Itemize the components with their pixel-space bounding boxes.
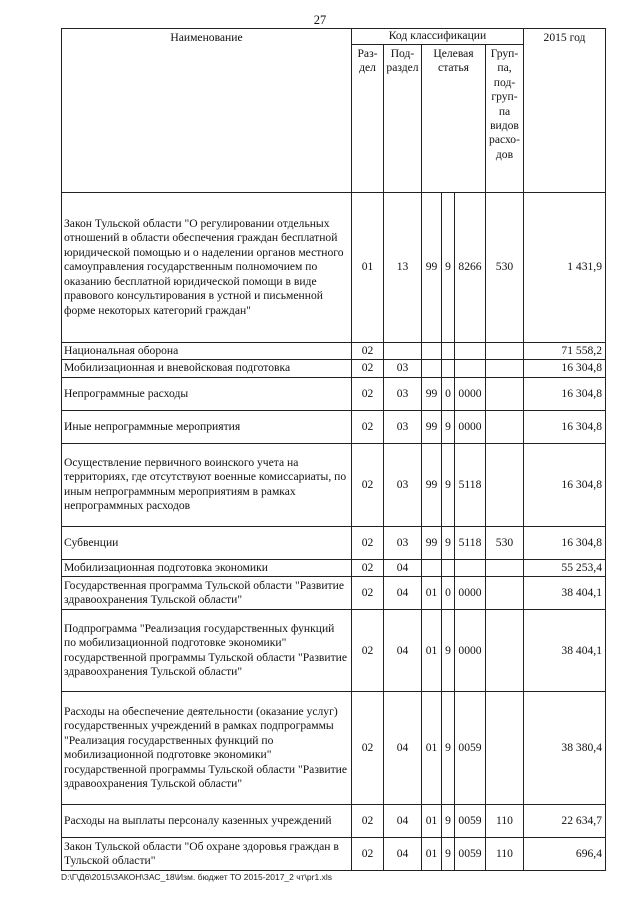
- row-amount: 22 634,7: [524, 805, 606, 838]
- row-amount: 38 404,1: [524, 610, 606, 692]
- row-target-direction: 0000: [455, 410, 486, 443]
- table-row: [62, 559, 606, 576]
- row-name: Субвенции: [62, 526, 352, 559]
- table-row: [62, 805, 606, 838]
- row-expense-group: [486, 559, 524, 576]
- row-subsection: 03: [384, 526, 422, 559]
- row-target-subprogram: 9: [442, 193, 455, 343]
- row-name: Расходы на выплаты персоналу казенных учреждений: [62, 805, 352, 838]
- row-amount: 38 380,4: [524, 692, 606, 805]
- header-year: 2015 год: [524, 29, 606, 193]
- table-row: [62, 377, 606, 410]
- row-expense-group: [486, 443, 524, 526]
- header-name: Наименование: [62, 29, 352, 193]
- page-number: 27: [313, 13, 327, 27]
- row-name: Расходы на обеспечение деятельности (оказание услуг) государственных учреждений в рамках подпрограммы "Реализация государственных функций по мобилизационной подготовке экономики" государственной программы Тульской области "Развитие здравоохранения Тульской области": [62, 692, 352, 805]
- row-amount: 16 304,8: [524, 360, 606, 377]
- row-target-direction: 5118: [455, 526, 486, 559]
- row-subsection: 04: [384, 692, 422, 805]
- table-row: [62, 610, 606, 692]
- row-target-direction: [455, 343, 486, 360]
- row-expense-group: [486, 692, 524, 805]
- row-name: Закон Тульской области "О регулировании отдельных отношений в области обеспечения граждан бесплатной юридической помощью и о наделении органов местного самоуправления государственным полномочием по оказанию бесплатной юридической помощи в виде правового консультирования в устной и письменной форме некоторых категорий граждан": [62, 193, 352, 343]
- header-expense-group: Груп-па, под-груп-па видов расхо-дов: [486, 45, 524, 193]
- row-target-direction: 0000: [455, 577, 486, 610]
- row-target-direction: 0000: [455, 377, 486, 410]
- row-section: 02: [352, 526, 384, 559]
- row-target-subprogram: [442, 360, 455, 377]
- table-row: [62, 443, 606, 526]
- row-section: 01: [352, 193, 384, 343]
- row-section: 02: [352, 577, 384, 610]
- row-expense-group: [486, 610, 524, 692]
- row-name: Закон Тульской области "Об охране здоровья граждан в Тульской области": [62, 838, 352, 871]
- row-amount: 55 253,4: [524, 559, 606, 576]
- row-amount: 696,4: [524, 838, 606, 871]
- row-section: 02: [352, 410, 384, 443]
- header-subsection: Под-раздел: [384, 45, 422, 193]
- row-target-subprogram: 0: [442, 377, 455, 410]
- row-target-program: 99: [422, 526, 442, 559]
- row-target-program: [422, 343, 442, 360]
- row-target-direction: 0059: [455, 838, 486, 871]
- row-name: Национальная оборона: [62, 343, 352, 360]
- row-section: 02: [352, 692, 384, 805]
- row-section: 02: [352, 343, 384, 360]
- header-target-article: Целевая статья: [422, 45, 486, 193]
- row-name: Мобилизационная подготовка экономики: [62, 559, 352, 576]
- table-row: [62, 410, 606, 443]
- row-target-subprogram: [442, 343, 455, 360]
- row-target-program: 99: [422, 443, 442, 526]
- row-expense-group: [486, 377, 524, 410]
- row-target-program: 99: [422, 377, 442, 410]
- row-name: Иные непрограммные мероприятия: [62, 410, 352, 443]
- table-row: [62, 838, 606, 871]
- row-amount: 1 431,9: [524, 193, 606, 343]
- row-section: 02: [352, 838, 384, 871]
- row-expense-group: [486, 343, 524, 360]
- row-name: Непрограммные расходы: [62, 377, 352, 410]
- header-section: Раз-дел: [352, 45, 384, 193]
- row-section: 02: [352, 610, 384, 692]
- row-name: Осуществление первичного воинского учета на территориях, где отсутствуют военные комиссариаты, по иным непрограммным мероприятиям в рамках непрограммных расходов: [62, 443, 352, 526]
- row-target-program: 01: [422, 805, 442, 838]
- row-expense-group: [486, 577, 524, 610]
- row-name: Мобилизационная и вневойсковая подготовка: [62, 360, 352, 377]
- row-target-direction: [455, 559, 486, 576]
- table-row: [62, 577, 606, 610]
- row-subsection: [384, 343, 422, 360]
- row-section: 02: [352, 360, 384, 377]
- table-row: [62, 343, 606, 360]
- row-target-subprogram: 9: [442, 443, 455, 526]
- row-amount: 16 304,8: [524, 526, 606, 559]
- row-subsection: 04: [384, 805, 422, 838]
- row-target-direction: 0059: [455, 692, 486, 805]
- row-expense-group: [486, 410, 524, 443]
- row-expense-group: [486, 360, 524, 377]
- row-section: 02: [352, 559, 384, 576]
- row-expense-group: 530: [486, 193, 524, 343]
- row-expense-group: 110: [486, 838, 524, 871]
- row-target-direction: 0059: [455, 805, 486, 838]
- row-target-subprogram: 9: [442, 410, 455, 443]
- row-target-program: 01: [422, 610, 442, 692]
- budget-table: [61, 28, 606, 871]
- row-subsection: 03: [384, 443, 422, 526]
- row-target-subprogram: 9: [442, 838, 455, 871]
- row-amount: 16 304,8: [524, 410, 606, 443]
- row-target-program: [422, 360, 442, 377]
- row-target-program: 99: [422, 410, 442, 443]
- header-code-classification: Код классификации: [352, 29, 524, 45]
- row-subsection: 04: [384, 559, 422, 576]
- file-path-footer: D:\Г\Д6\2015\ЗАКОН\ЗАС_18\Изм. бюджет ТО 2015-2017_2 чт\pr1.xls: [61, 872, 332, 882]
- row-amount: 16 304,8: [524, 443, 606, 526]
- row-subsection: 04: [384, 838, 422, 871]
- row-section: 02: [352, 443, 384, 526]
- row-subsection: 03: [384, 410, 422, 443]
- row-subsection: 04: [384, 610, 422, 692]
- row-subsection: 03: [384, 360, 422, 377]
- row-target-subprogram: 9: [442, 692, 455, 805]
- row-amount: 71 558,2: [524, 343, 606, 360]
- row-subsection: 04: [384, 577, 422, 610]
- row-target-direction: 5118: [455, 443, 486, 526]
- row-target-direction: 0000: [455, 610, 486, 692]
- row-target-subprogram: 9: [442, 610, 455, 692]
- row-target-subprogram: [442, 559, 455, 576]
- row-subsection: 03: [384, 377, 422, 410]
- row-target-subprogram: 0: [442, 577, 455, 610]
- table-row: [62, 193, 606, 343]
- row-target-subprogram: 9: [442, 526, 455, 559]
- table-row: [62, 692, 606, 805]
- row-expense-group: 110: [486, 805, 524, 838]
- row-target-program: 01: [422, 838, 442, 871]
- row-amount: 38 404,1: [524, 577, 606, 610]
- row-subsection: 13: [384, 193, 422, 343]
- row-target-program: 01: [422, 577, 442, 610]
- row-section: 02: [352, 805, 384, 838]
- row-target-program: [422, 559, 442, 576]
- row-section: 02: [352, 377, 384, 410]
- table-row: [62, 526, 606, 559]
- row-target-direction: [455, 360, 486, 377]
- row-target-program: 99: [422, 193, 442, 343]
- row-target-program: 01: [422, 692, 442, 805]
- row-name: Подпрограмма "Реализация государственных функций по мобилизационной подготовке экономики" государственной программы Тульской области "Развитие здравоохранения Тульской области": [62, 610, 352, 692]
- row-name: Государственная программа Тульской области "Развитие здравоохранения Тульской области": [62, 577, 352, 610]
- row-amount: 16 304,8: [524, 377, 606, 410]
- row-expense-group: 530: [486, 526, 524, 559]
- row-target-direction: 8266: [455, 193, 486, 343]
- table-row: [62, 360, 606, 377]
- row-target-subprogram: 9: [442, 805, 455, 838]
